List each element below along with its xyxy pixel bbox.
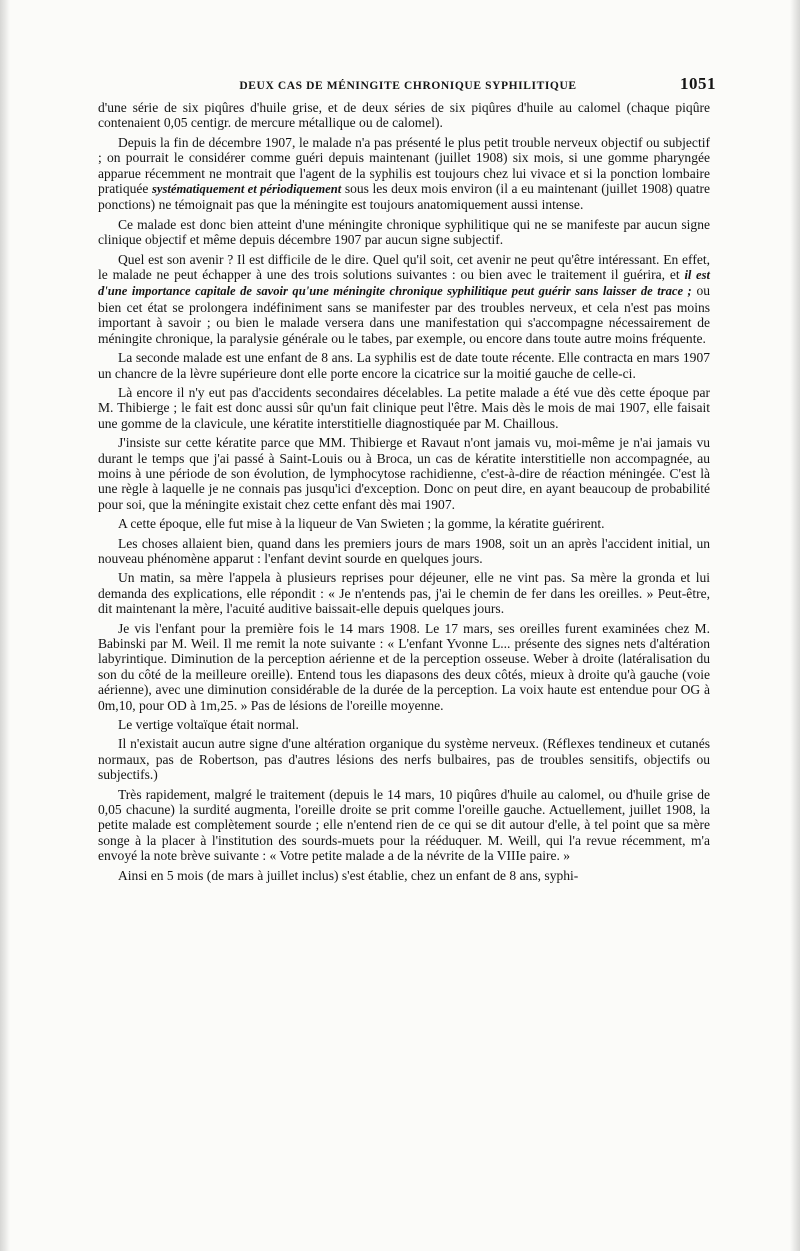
paragraph-6: Là encore il n'y eut pas d'accidents secondaires décelables. La petite malade a été vue dès cette époque par M. Thibierge ; le fait est donc aussi sûr qu'un fait clinique peut l'être. Mais dès le mois de mai 1907, elle faisait une gomme de la clavicule, une kératite interstitielle diagnostiquée par M. Chaillous. bbox=[98, 384, 710, 431]
paragraph-7: J'insiste sur cette kératite parce que MM. Thibierge et Ravaut n'ont jamais vu, moi-même je n'ai jamais vu durant le temps que j'ai passé à Saint-Louis ou à Broca, un cas de kératite interstitielle non accompagnée, au moins à une période de son évolution, de lymphocytose rachidienne, c'est-à-dire de réaction méningée. C'est là une règle à laquelle je ne connais pas jusqu'ici d'exception. Donc on peut dire, en ayant beaucoup de probabilité pour soi, que la méningite existait chez cette enfant dès mai 1907. bbox=[98, 435, 710, 512]
paragraph-3: Ce malade est donc bien atteint d'une méningite chronique syphilitique qui ne se manifeste par aucun signe clinique objectif et même depuis décembre 1907 par aucun signe subjectif. bbox=[98, 216, 710, 248]
paragraph-1: d'une série de six piqûres d'huile grise, et de deux séries de six piqûres d'huile au calomel (chaque piqûre contenaient 0,05 centigr. de mercure métallique ou de calomel). bbox=[98, 100, 710, 131]
scan-left-edge-shadow bbox=[0, 0, 10, 1251]
running-title: DEUX CAS DE MÉNINGITE CHRONIQUE SYPHILITIQUE bbox=[239, 80, 577, 92]
emphasis-text: il est d'une importance capitale de savoir qu'une méningite chronique syphilitique peut guérir sans laisser de trace ; bbox=[98, 268, 711, 299]
scan-right-edge-shadow bbox=[790, 0, 800, 1251]
body-text bbox=[98, 100, 710, 883]
paragraph-10: Un matin, sa mère l'appela à plusieurs reprises pour déjeuner, elle ne vint pas. Sa mère la gronda et lui demanda des explications, elle répondit : « Je n'entends pas, j'ai le chemin de fer dans les oreilles. » Peut-être, dit maintenant la mère, l'acuité auditive baissait-elle depuis quelques jours. bbox=[98, 570, 710, 617]
page-number: 1051 bbox=[680, 74, 716, 93]
paragraph-15: Ainsi en 5 mois (de mars à juillet inclus) s'est établie, chez un enfant de 8 ans, syphi- bbox=[118, 867, 579, 883]
paragraph-8: A cette époque, elle fut mise à la liqueur de Van Swieten ; la gomme, la kératite guérirent. bbox=[118, 516, 605, 532]
paragraph-13: Il n'existait aucun autre signe d'une altération organique du système nerveux. (Réflexes tendineux et cutanés normaux, pas de Robertson, pas d'autres lésions des nerfs bulbaires, pas de troubles sensitifs, objectifs ou subjectifs.) bbox=[98, 736, 710, 783]
paragraph-4: Quel est son avenir ? Il est difficile de le dire. Quel qu'il soit, cet avenir ne peut qu'être intéressant. En effet, le malade ne peut échapper à une des trois solutions suivantes : ou bien avec le traitement il guérira, et il est d'une importance capitale de savoir qu'une méningite chronique syphilitique peut guérir sans laisser de trace ; ou bien cet état se prolongera indéfiniment sans se manifester par des troubles nerveux, et cela n'est pas moins important à savoir ; ou bien le malade versera dans une manifestation qui s'accompagne nécessairement de méningite chronique, la paralysie générale ou le tabes, par exemple, ou encore dans toute autre moins fréquente. bbox=[98, 251, 711, 346]
paragraph-14: Très rapidement, malgré le traitement (depuis le 14 mars, 10 piqûres d'huile au calomel, ou d'huile grise de 0,05 chacune) la surdité augmenta, l'oreille droite se prit comme l'oreille gauche. Actuellement, juillet 1908, la petite malade est complètement sourde ; elle n'entend rien de ce qui se dit autour d'elle, à tel point que sa mère songe à la placer à l'institution des sourds-muets pour la rééduquer. M. Weill, qui l'a revue récemment, m'a envoyé la note brève suivante : « Votre petite malade a de la névrite de la VIIIe paire. » bbox=[98, 786, 710, 864]
paragraph-2: Depuis la fin de décembre 1907, le malade n'a pas présenté le plus petit trouble nerveux objectif ou subjectif ; on pourrait le considérer comme guéri depuis maintenant (juillet 1908) six mois, si une gomme pharyngée apparue récemment ne montrait que l'agent de la syphilis est toujours chez lui vivace et si la ponction lombaire pratiquée systématiquement et périodiquement sous les deux mois environ (il a eu maintenant (juillet 1908) quatre ponctions) ne témoignait pas que la méningite est toujours anatomiquement aussi intense. bbox=[98, 134, 710, 213]
paragraph-5: La seconde malade est une enfant de 8 ans. La syphilis est de date toute récente. Elle contracta en mars 1907 un chancre de la lèvre supérieure dont elle porte encore la cicatrice sur la moitié gauche de celle-ci. bbox=[98, 350, 710, 381]
page-header bbox=[96, 74, 716, 96]
paragraph-9: Les choses allaient bien, quand dans les premiers jours de mars 1908, soit un an après l'accident initial, un nouveau phénomène apparut : l'enfant devint sourde en quelques jours. bbox=[98, 535, 710, 566]
paragraph-11: Je vis l'enfant pour la première fois le 14 mars 1908. Le 17 mars, ses oreilles furent examinées chez M. Babinski par M. Weil. Il me remit la note suivante : « L'enfant Yvonne L... présente des signes nets d'altération labyrintique. Diminution de la perception aérienne et de la perception osseuse. Weber à droite (latéralisation du son du côté de la meilleure oreille). Entend tous les diapasons des deux côtés, mieux à droite qu'à gauche (voie aérienne), avec une diminution considérable de la durée de la perception. La voix haute est entendue pour OG à 0m,10, pour OD à 1m,25. » Pas de lésions de l'oreille moyenne. bbox=[98, 620, 710, 713]
emphasis-text: systématiquement et périodiquement bbox=[151, 182, 342, 197]
paragraph-12: Le vertige voltaïque était normal. bbox=[118, 717, 299, 733]
